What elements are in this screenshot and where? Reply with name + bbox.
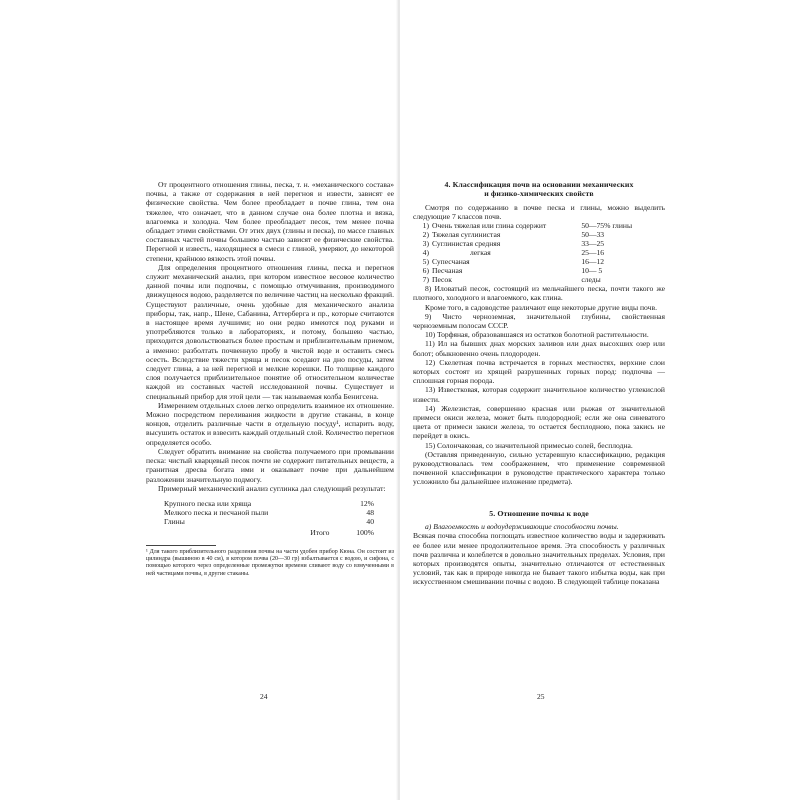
left-page-text bbox=[146, 180, 394, 578]
total-value: 100% bbox=[356, 527, 374, 537]
class-name: Тяжелая суглинистая bbox=[432, 230, 501, 240]
table-row bbox=[164, 517, 374, 526]
class-number: 5) bbox=[422, 257, 429, 267]
section-heading-line: 4. Классификация почв на основании механических bbox=[444, 180, 634, 189]
paragraph: Кроме того, в садоводстве различают еще некоторые другие виды почв. bbox=[425, 302, 657, 312]
composition-value: 12% bbox=[360, 498, 374, 508]
composition-label: Крупного песка или хряща bbox=[164, 498, 252, 508]
right-page-text bbox=[413, 180, 665, 587]
paragraph: Следует обратить внимание на свойства получаемого при промывании песка: чистый кварцевый песок почти не содержит питательных веществ, а гранитная дресва богата ими и оказывает почве при дальнейшем разложении значительную подмогу. bbox=[146, 446, 394, 484]
page-number: 25 bbox=[537, 692, 545, 701]
paragraph: (Оставляя приведенную, сильно устаревшую классификацию, редакция руководствовалась тем соображением, что применение современной почвенной классификации в руководстве практического характера только усложнило бы дальнейшее изложение предмета). bbox=[413, 449, 665, 487]
table-row-total bbox=[164, 526, 374, 537]
soil-class-table bbox=[417, 221, 647, 284]
table-row bbox=[417, 257, 647, 266]
paragraph: 14) Железистая, совершенно красная или рыжая от значительной примеси окиси железа, может быть плодородной; если же она синеватого цвета от примеси закиси железа, то остается бесплодною, пока закись не перейдет в окись. bbox=[413, 403, 665, 441]
class-number: 6) bbox=[422, 266, 429, 276]
paragraph: Для определения процентного отношения глины, песка и перегноя служит механический анализ, при котором известное весовое количество данной почвы или подпочвы, с помощью отмучивания, производимого движущеюся водою, разделяется по величине частиц на несколько фракций. Существуют различные, очень удобные для механического анализа приборы, так, напр., Шене, Сабанина, Аттерберга и пр., которые считаются в настоящее время лучшими; но они редко имеются под руками и употребляются только в лабораториях, и потому, большею частью, приходится довольствоваться более простым и приблизительным приемом, а именно: разболтать почвенную пробу в чистой воде и оставить смесь осесть. Вследствие тяжести хряща и песок оседают на дно посуды, затем следует глина, а за ней перегной и мелкие корешки. По толщине каждого слоя получается приблизительное понятие об относительном количестве каждой из составных частей исследованной почвы. Существует и специальный прибор для этой цели — так называемая колба Бенигсена. bbox=[146, 262, 394, 401]
table-row bbox=[164, 499, 374, 508]
composition-table bbox=[164, 499, 374, 537]
paragraph-lead bbox=[413, 522, 665, 531]
section-heading bbox=[413, 180, 665, 199]
paragraph: 8) Иловатый песок, состоящий из мельчайшего песка, почти такого же плотного, холодного и влагоемкого, как глина. bbox=[413, 284, 665, 303]
class-name: Песчаная bbox=[432, 266, 463, 276]
table-row bbox=[417, 239, 647, 248]
class-number: 2) bbox=[422, 230, 429, 240]
paragraph: 10) Торфяная, образовавшаяся из остатков болотной растительности. bbox=[425, 330, 649, 340]
page-number: 24 bbox=[260, 692, 268, 701]
table-row bbox=[417, 248, 647, 257]
composition-label: Мелкого песка и песчаной пыли bbox=[164, 507, 269, 517]
class-name: Супесчаная bbox=[432, 257, 470, 267]
class-number: 7) bbox=[422, 275, 429, 285]
composition-value: 40 bbox=[366, 516, 374, 526]
composition-value: 48 bbox=[366, 507, 374, 517]
class-value: 50—75% глины bbox=[581, 221, 633, 231]
class-name: Суглинистая средняя bbox=[432, 239, 501, 249]
total-label: Итого bbox=[310, 527, 330, 537]
footnote-divider bbox=[146, 545, 216, 546]
table-row bbox=[417, 266, 647, 275]
class-number: 3) bbox=[422, 239, 429, 249]
class-value: 25—16 bbox=[581, 248, 605, 258]
class-value: 33—25 bbox=[581, 239, 605, 249]
class-value: 16—12 bbox=[581, 257, 605, 267]
class-name: легкая bbox=[470, 248, 491, 258]
class-number: 4) bbox=[422, 248, 429, 258]
class-number: 1) bbox=[422, 221, 429, 231]
table-row bbox=[417, 230, 647, 239]
paragraph: 15) Солончаковая, со значительной примесью солей, бесплодна. bbox=[425, 440, 633, 450]
footnote: ¹ Для такого приблизительного разделения почвы на части удобен прибор Кюна. Он состоит из цилиндра (вышиною в 40 см), в котором почва (20—30 гр) взбалтывается с водою, и сифона, с помощью которого через определенные промежутки времени сливают воду со взмученными в ней частицами почвы, в другие стаканы. bbox=[146, 548, 394, 577]
paragraph: 9) Чисто черноземная, значительной глубины, свойственная черноземным полосам СССР. bbox=[413, 311, 665, 331]
class-value: 50—33 bbox=[581, 230, 605, 240]
right-page bbox=[400, 0, 800, 800]
left-page bbox=[0, 0, 398, 800]
class-value: 10— 5 bbox=[581, 266, 603, 276]
table-row bbox=[417, 275, 647, 284]
paragraph: Примерный механический анализ суглинка дал следующий результат: bbox=[158, 483, 386, 493]
paragraph: От процентного отношения глины, песка, т. н. «механического состава» почвы, а также от содержания в ней перегноя и извести, зависят ее физические свойства. Чем более преобладает в почве глина, тем она тяжелее, что означает, что в данном случае она более плотна и вязка, влагоемка и холодна. Чем более преобладает песок, тем менее почва обладает этими свойствами. От этих двух (глины и песка), по массе главных составных частей почвы большею частью зависят ее физические свойства. Перегной и известь, находящиеся в смеси с глиной, умеряют, до некоторой степени, крайнюю вязкость этой почвы. bbox=[146, 180, 394, 263]
section-heading: 5. Отношение почвы к воде bbox=[489, 508, 589, 518]
table-row bbox=[417, 221, 647, 230]
paragraph: 12) Скелетная почва встречается в горных местностях, верхние слои которых состоят из хрящей разрушенных горных пород: подпочва — сплошная горная порода. bbox=[413, 357, 665, 386]
class-name: Очень тяжелая или глина содержит bbox=[432, 221, 547, 231]
class-name: Песок bbox=[432, 275, 452, 285]
paragraph: Измерением отдельных слоев легко определить взаимное их отношение. Можно посредством переливания жидкости в другие стаканы, в конце концов, отделить различные части в отдельную посуду¹, испарить воду, высушить остаток и взвесить каждый отдельный слой. Количество перегноя определяется особо. bbox=[146, 400, 394, 447]
paragraph: Смотря по содержанию в почве песка и глины, можно выделить следующие 7 классов почв. bbox=[413, 202, 665, 222]
composition-label: Глины bbox=[164, 516, 185, 526]
paragraph: 13) Известковая, которая содержит значительное количество углекислой извести. bbox=[413, 385, 665, 404]
lead-italic: а) Влагоемкость и водоудерживающие способности почвы. bbox=[425, 522, 619, 532]
table-row bbox=[164, 508, 374, 517]
paragraph: Всякая почва способна поглощать известное количество воды и задерживать ее более или менее продолжительное время. Эта способность у различных почв различна и колеблется в довольно значительных пределах. Условия, при которых производятся опыты, значительно отличаются от естественных условий, так как в природе никогда не бывает такого избытка воды, как при искусственном смешивании почвы с водою. В следующей таблице показана bbox=[413, 531, 665, 587]
paragraph: 11) Ил на бывших днах морских заливов или днах высохших озер или болот; обыкновенно очень плодороден. bbox=[413, 339, 665, 358]
class-value: следы bbox=[581, 275, 601, 285]
section-heading-line: и физико-химических свойств bbox=[484, 189, 594, 199]
